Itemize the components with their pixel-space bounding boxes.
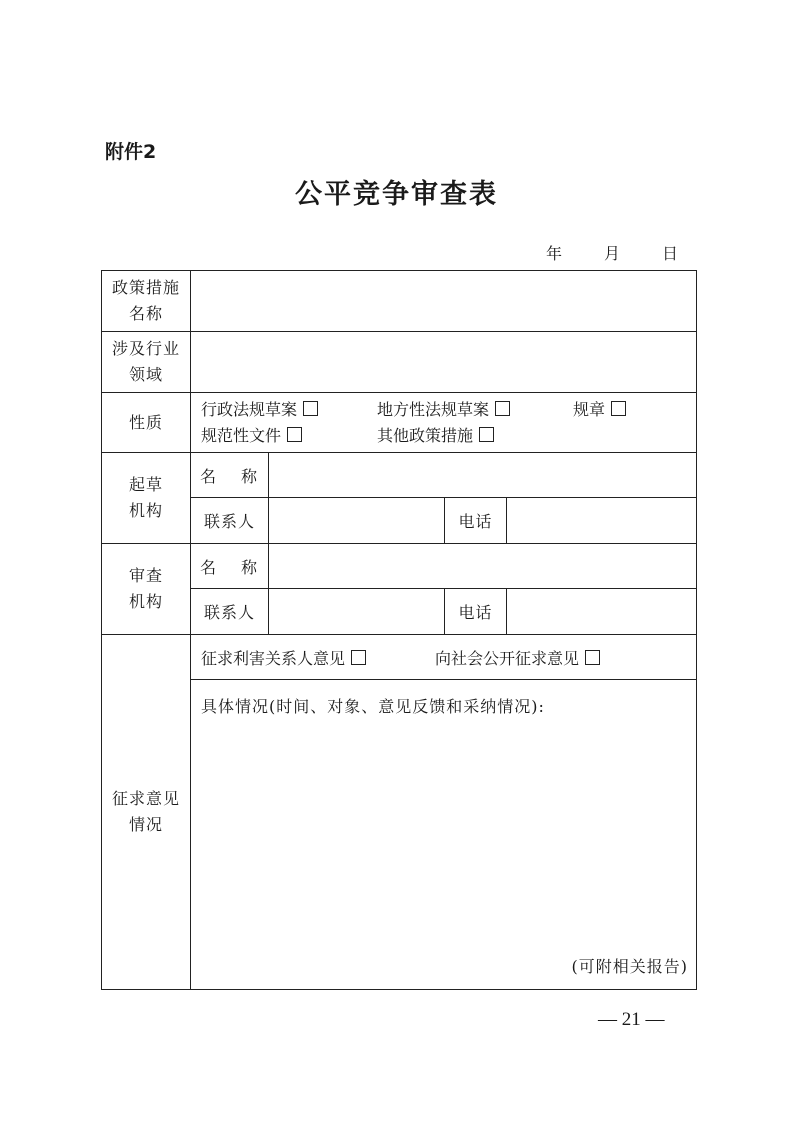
review-phone-label: 电话 — [445, 589, 507, 635]
review-org-label: 审查 机构 — [102, 544, 191, 635]
policy-name-label: 政策措施 名称 — [102, 271, 191, 332]
date-line — [546, 241, 678, 264]
nature-options — [191, 393, 697, 453]
review-contact-field[interactable] — [269, 589, 445, 635]
page-title: 公平竞争审查表 — [295, 179, 498, 210]
policy-name-field[interactable] — [191, 271, 697, 332]
review-name-label: 名 称 — [191, 544, 269, 589]
nature-option-label: 规章 — [573, 399, 606, 419]
solicit-option-label: 征求利害关系人意见 — [201, 648, 346, 668]
review-name-field[interactable] — [269, 544, 697, 589]
date-day: 日 — [662, 244, 679, 263]
attachment-label: 附件2 — [105, 141, 157, 163]
checkbox[interactable] — [611, 401, 626, 416]
drafting-name-field[interactable] — [269, 453, 697, 498]
drafting-phone-label: 电话 — [445, 498, 507, 544]
nature-option-label: 规范性文件 — [201, 425, 282, 445]
solicit-label: 征求意见 情况 — [102, 635, 191, 990]
date-year: 年 — [546, 244, 563, 263]
nature-option-label: 地方性法规草案 — [377, 399, 490, 419]
checkbox[interactable] — [495, 401, 510, 416]
review-contact-label: 联系人 — [191, 589, 269, 635]
detail-prompt: 具体情况(时间、对象、意见反馈和采纳情况): — [201, 697, 545, 716]
drafting-contact-field[interactable] — [269, 498, 445, 544]
checkbox[interactable] — [287, 427, 302, 442]
nature-label: 性质 — [102, 393, 191, 453]
date-month: 月 — [604, 244, 621, 263]
solicit-detail-field[interactable] — [191, 680, 697, 990]
drafting-contact-label: 联系人 — [191, 498, 269, 544]
appendix-note: (可附相关报告) — [571, 957, 688, 976]
checkbox[interactable] — [479, 427, 494, 442]
drafting-phone-field[interactable] — [507, 498, 697, 544]
review-form-table — [101, 270, 697, 990]
solicit-options — [191, 635, 697, 680]
review-phone-field[interactable] — [507, 589, 697, 635]
checkbox[interactable] — [351, 650, 366, 665]
checkbox[interactable] — [303, 401, 318, 416]
solicit-option-label: 向社会公开征求意见 — [435, 648, 580, 668]
checkbox[interactable] — [585, 650, 600, 665]
nature-option-label: 行政法规草案 — [201, 399, 298, 419]
industry-label: 涉及行业 领域 — [102, 332, 191, 393]
page-number: — 21 — — [598, 1009, 665, 1030]
nature-option-label: 其他政策措施 — [377, 425, 474, 445]
industry-field[interactable] — [191, 332, 697, 393]
drafting-org-label: 起草 机构 — [102, 453, 191, 544]
drafting-name-label: 名 称 — [191, 453, 269, 498]
